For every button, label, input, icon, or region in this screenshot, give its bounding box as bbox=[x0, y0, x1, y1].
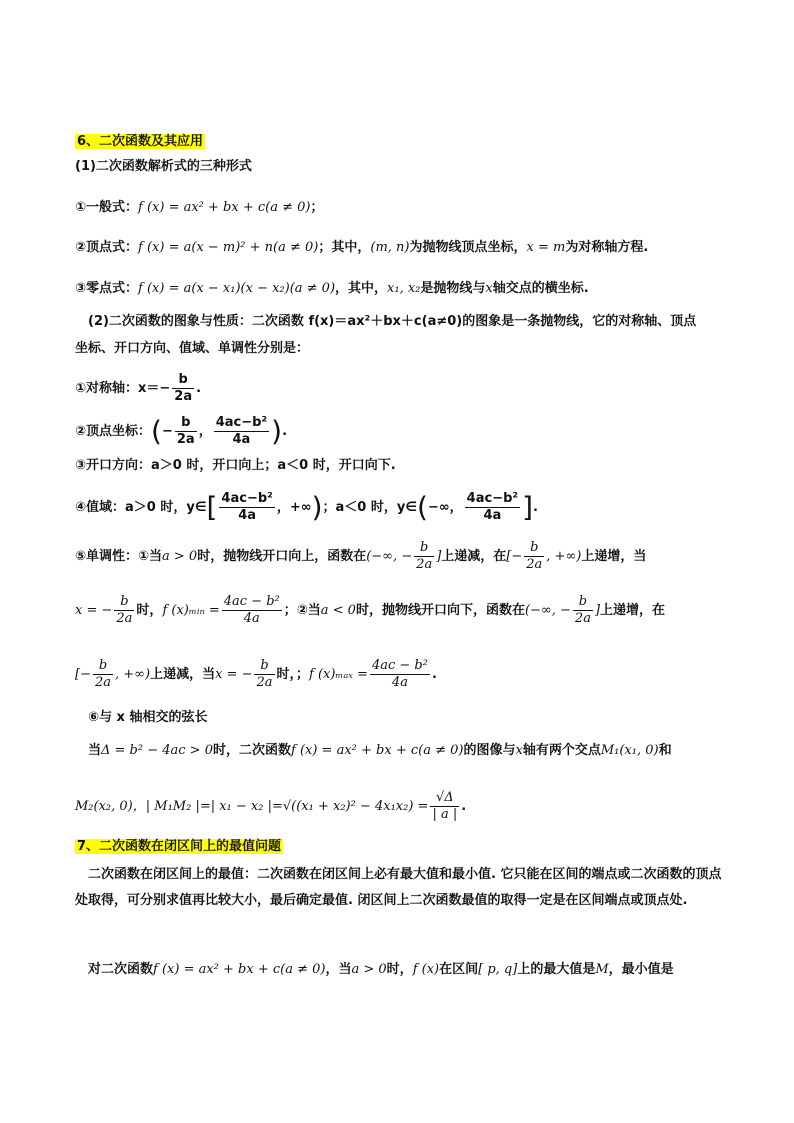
section-7-title: 7、二次函数在闭区间上的最值问题 bbox=[77, 839, 282, 854]
zero-form: ③零点式：f (x) = a(x − x₁)(x − x₂)(a ≠ 0)，其中，x₁, x₂是抛物线与x轴交点的横坐标. bbox=[75, 281, 589, 296]
subheading-2-line2: 坐标、开口方向、值域、单调性分别是： bbox=[75, 341, 310, 356]
section-6-title: 6、二次函数及其应用 bbox=[77, 134, 204, 149]
subheading-1: (1)二次函数解析式的三种形式 bbox=[75, 159, 252, 174]
range: ④值域：a＞0 时，y∈[ $\frac{\text{4ac−b²}}{4a}$ ，+∞)；a＜0 时，y∈(−∞， $\frac{\text{4ac−b²}}{4a}$ ]. bbox=[75, 490, 538, 524]
monotonicity-line3: [− $\frac{b}{2a}$ , +∞)上递减，当x = − $\frac{b}{2a}$ 时，；f (x)ₘₐₓ = $\frac{\text{4ac − b²}}{4a}$ . bbox=[75, 658, 437, 690]
general-form: ①一般式：f (x) = ax² + bx + c(a ≠ 0)； bbox=[75, 200, 324, 215]
section-7-line-last: 对二次函数f (x) = ax² + bx + c(a ≠ 0)，当a > 0时，f (x)在区间[ p, q]上的最大值是M，最小值是 bbox=[88, 962, 674, 977]
vertex-form: ②顶点式：f (x) = a(x − m)² + n(a ≠ 0)；其中，(m, n)为抛物线顶点坐标，x = m为对称轴方程. bbox=[75, 240, 649, 255]
chord-line2: M₂(x₂, 0)，| M₁M₂ |=| x₁ − x₂ |=√((x₁ + x₂)² − 4x₁x₂) = $\frac{√\Delta}{| a |}$ . bbox=[75, 790, 467, 822]
monotonicity-line2: x = − $\frac{b}{2a}$ 时，f (x)ₘᵢₙ = $\frac{\text{4ac − b²}}{4a}$ ；②当a < 0时，抛物线开口向下，函数在(−∞, − $\frac{b}{2a}$ ]上递增，在 bbox=[75, 594, 666, 626]
vertex-coordinates: ②顶点坐标：(− $\frac{b}{2a}$ ， $\frac{\text{4ac−b²}}{4a}$ ). bbox=[75, 414, 288, 448]
monotonicity-line1: ⑤单调性：①当a > 0时，抛物线开口向上，函数在(−∞, − $\frac{b}{2a}$ ]上递减，在[− $\frac{b}{2a}$ , +∞)上递增，当 bbox=[75, 540, 647, 572]
opening-direction: ③开口方向：a＞0 时，开口向上；a＜0 时，开口向下. bbox=[75, 458, 396, 473]
chord-line1: 当Δ = b² − 4ac > 0时，二次函数f (x) = ax² + bx + c(a ≠ 0)的图像与x轴有两个交点M₁(x₁, 0)和 bbox=[88, 743, 672, 758]
subheading-2-line1: (2)二次函数的图象与性质：二次函数 f(x)＝ax²＋bx＋c(a≠0)的图象是一条抛物线，它的对称轴、顶点 bbox=[88, 314, 697, 329]
section-7-paragraph: 二次函数在闭区间上的最值：二次函数在闭区间上必有最大值和最小值. 它只能在区间的端点或二次函数的顶点处取得，可分别求值再比较大小，最后确定最值. 闭区间上二次函数最值的取得一定是在区间端点或顶点处. bbox=[75, 867, 722, 908]
chord-title: ⑥与 x 轴相交的弦长 bbox=[88, 710, 208, 725]
axis-of-symmetry: ①对称轴：x＝− $\frac{b}{2a}$ . bbox=[75, 372, 202, 404]
